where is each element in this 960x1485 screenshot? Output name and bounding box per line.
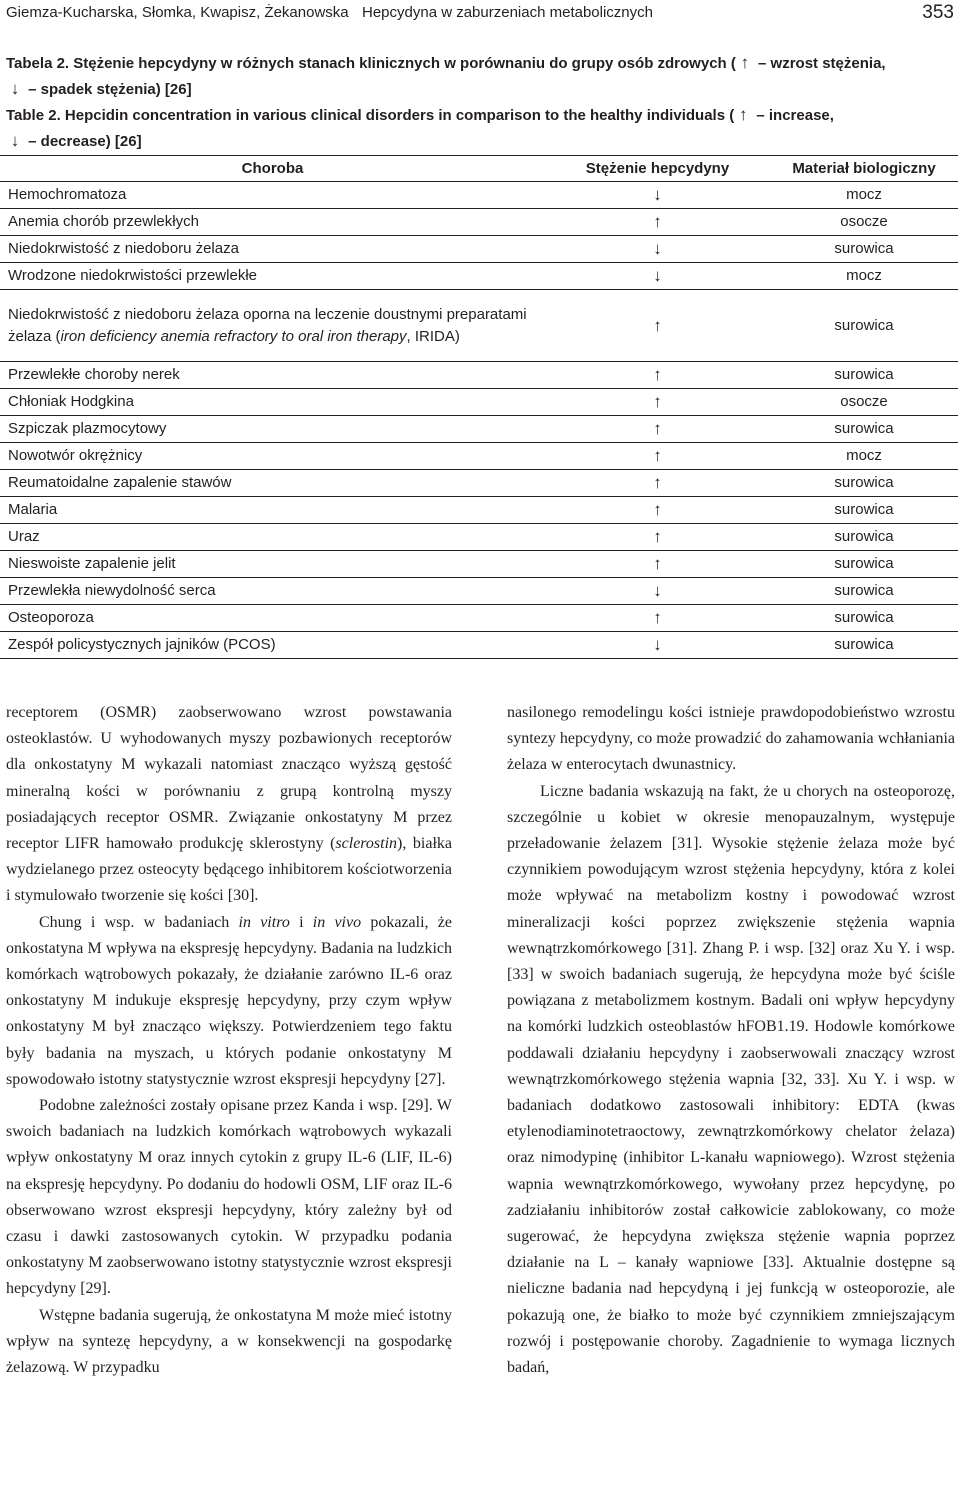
material-cell: mocz — [770, 182, 958, 209]
table-row — [0, 209, 958, 236]
material-cell: surowica — [770, 551, 958, 578]
level-arrow-icon: ↑ — [545, 209, 770, 236]
table-caption-polish — [6, 50, 956, 102]
table-row — [0, 551, 958, 578]
arrow-down-icon: ↓ — [10, 79, 20, 98]
table-row — [0, 497, 958, 524]
page-number: 353 — [922, 2, 954, 23]
caption-pl-prefix: Tabela 2. Stężenie hepcydyny w różnych stanach klinicznych w porównaniu do grupy osób zdrowych ( — [6, 55, 736, 72]
disease-cell: Chłoniak Hodgkina — [0, 389, 545, 416]
table-row — [0, 236, 958, 263]
paragraph-text: receptorem (OSMR) zaobserwowano wzrost powstawania osteoklastów. U wyhodowanych myszy pozbawionych receptorów dla onkostatyny M wykazali natomiast znacząco wyższą gęstość mineralną kości w porównaniu z grupą kontrolną myszy posiadających receptor OSMR. Związanie onkostatyny M przez receptor LIFR hamowało produkcję sklerostyny ( — [6, 704, 452, 853]
table-row — [0, 470, 958, 497]
paragraph: Liczne badania wskazują na fakt, że u chorych na osteoporozę, szczególnie u kobiet w okresie menopauzalnym, występuje przeładowanie żelazem [31]. Wysokie stężenie żelaza może być czynnikiem powodującym wzrost stężenia hepcydyny, która z kolei może wpływać na metabolizm kostny i powodować wzrost mineralizacji kości poprzez zwiększenie stężenia wapnia wewnątrzkomórkowego [31]. Zhang P. i wsp. [32] oraz Xu Y. i wsp. [33] w swoich badaniach sugerują, że hepcydyna może być ściśle powiązana z metabolizmem kostnym. Badali oni wpływ hepcydyny na komórki ludzkich osteoblastów hFOB1.19. Hodowle komórkowe poddawali działaniu hepcydyny i zaobserwowali znaczący wzrost wewnątrzkomórkowego stężenia wapnia [32, 33]. Xu Y. i wsp. w badaniach dodatkowo zastosowali inhibitory: EDTA (kwas etylenodiaminotetraoctowy, zewnątrzkomórkowy chelator żelaza) oraz nimodypinę (inhibitor L-kanału wapniowego). Wzrost stężenia wapnia wewnątrzkomórkowego, wywołany przez hepcydynę, po zadziałaniu inhibitorów został całkowicie zablokowany, co może sugerować, że hepcydyna zwiększa stężenie wapnia poprzez działanie na L – kanały wapniowe [33]. Aktualnie dostępne są nieliczne badania nad hepcydyną i jej funkcją w osteoporozie, ale pokazują one, że białko to może być czynnikiem zmniejszającym rozwój i postępowanie choroby. Zagadnienie to wymaga licznych badań, — [507, 782, 955, 1377]
table-row — [0, 389, 958, 416]
level-arrow-icon: ↑ — [545, 497, 770, 524]
level-arrow-icon: ↑ — [545, 290, 770, 362]
level-arrow-icon: ↑ — [545, 389, 770, 416]
table-row — [0, 578, 958, 605]
header-hepcidin-level: Stężenie hepcydyny — [545, 156, 770, 182]
paragraph-text: Chung i wsp. w badaniach — [39, 913, 239, 931]
disease-cell: Hemochromatoza — [0, 182, 545, 209]
paragraph: nasilonego remodelingu kości istnieje prawdopodobieństwo wzrostu syntezy hepcydyny, co może prowadzić do zahamowania wchłaniania żelaza w enterocytach dwunastnicy. — [507, 704, 955, 774]
table-row — [0, 443, 958, 470]
caption-en-prefix: Table 2. Hepcidin concentration in various clinical disorders in comparison to the healthy individuals ( — [6, 107, 735, 124]
disease-cell: Zespół policystycznych jajników (PCOS) — [0, 632, 545, 659]
arrow-down-icon: ↓ — [10, 131, 20, 150]
disease-cell: Uraz — [0, 524, 545, 551]
table-row — [0, 416, 958, 443]
level-arrow-icon: ↑ — [545, 443, 770, 470]
header-disease: Choroba — [0, 156, 545, 182]
table-row — [0, 524, 958, 551]
material-cell: surowica — [770, 578, 958, 605]
disease-cell: Przewlekłe choroby nerek — [0, 362, 545, 389]
body-column-left — [6, 700, 452, 1381]
table-caption-english — [6, 102, 956, 154]
material-cell: surowica — [770, 236, 958, 263]
disease-cell: Nowotwór okrężnicy — [0, 443, 545, 470]
material-cell: surowica — [770, 632, 958, 659]
table-row — [0, 290, 958, 362]
material-cell: mocz — [770, 263, 958, 290]
paragraph-text: ), białka wydzielanego przez osteocyty będącego inhibitorem kościotworzenia i stymulowało tworzenie się kości [30]. — [6, 835, 452, 905]
paragraph-text: pokazali, że onkostatyna M wpływa na ekspresję hepcydyny. Badania na ludzkich komórkach wątrobowych pokazały, że działanie zarówno IL-6 oraz onkostatyny M indukuje ekspresję hepcydyny, przy czym wpływ onkostatyny M był znacząco większy. Potwierdzeniem tego faktu były badania na myszach, u których podanie onkostatyny M spowodowało istotny statystycznie wzrost ekspresji hepcydyny [27]. — [6, 913, 452, 1088]
paragraph-term: in vitro — [238, 913, 290, 931]
paragraph — [6, 910, 452, 1093]
disease-cell: Niedokrwistość z niedoboru żelaza — [0, 236, 545, 263]
paragraph-text: i — [289, 913, 313, 931]
level-arrow-icon: ↑ — [545, 470, 770, 497]
paragraph: Wstępne badania sugerują, że onkostatyna M może mieć istotny wpływ na syntezę hepcydyny, a w konsekwencji na gospodarkę żelazową. W przypadku — [6, 1306, 452, 1377]
header-journal-title: Hepcydyna w zaburzeniach metabolicznych — [362, 4, 653, 21]
level-arrow-icon: ↑ — [545, 524, 770, 551]
level-arrow-icon: ↑ — [545, 362, 770, 389]
disease-cell: Przewlekła niewydolność serca — [0, 578, 545, 605]
paragraph — [6, 700, 452, 910]
disease-cell: Anemia chorób przewlekłych — [0, 209, 545, 236]
level-arrow-icon: ↓ — [545, 182, 770, 209]
material-cell: surowica — [770, 470, 958, 497]
level-arrow-icon: ↑ — [545, 605, 770, 632]
caption-en-increase: – increase, — [756, 107, 834, 124]
caption-pl-decrease: – spadek stężenia) [26] — [28, 81, 192, 98]
material-cell: mocz — [770, 443, 958, 470]
material-cell: osocze — [770, 209, 958, 236]
disease-cell: Osteoporoza — [0, 605, 545, 632]
arrow-up-icon: ↑ — [740, 53, 750, 72]
level-arrow-icon: ↓ — [545, 236, 770, 263]
table-row — [0, 605, 958, 632]
hepcidin-table — [0, 155, 958, 659]
running-header — [6, 0, 954, 30]
level-arrow-icon: ↓ — [545, 578, 770, 605]
table-header-row — [0, 156, 958, 182]
level-arrow-icon: ↓ — [545, 632, 770, 659]
level-arrow-icon: ↑ — [545, 551, 770, 578]
level-arrow-icon: ↓ — [545, 263, 770, 290]
caption-en-decrease: – decrease) [26] — [28, 133, 142, 150]
material-cell: surowica — [770, 605, 958, 632]
material-cell: surowica — [770, 524, 958, 551]
disease-cell — [0, 290, 545, 362]
table-row — [0, 263, 958, 290]
disease-cell: Nieswoiste zapalenie jelit — [0, 551, 545, 578]
disease-text-end: , IRIDA) — [406, 327, 460, 345]
header-authors: Giemza-Kucharska, Słomka, Kwapisz, Żekanowska — [6, 4, 349, 21]
paragraph-term: sclerostin — [335, 835, 398, 853]
disease-text: Niedokrwistość z niedoboru żelaza oporna na leczenie doustnymi preparatami żelaza ( — [8, 305, 527, 345]
material-cell: surowica — [770, 416, 958, 443]
disease-english-term: iron deficiency anemia refractory to oral iron therapy — [60, 327, 407, 345]
material-cell: surowica — [770, 362, 958, 389]
disease-cell: Reumatoidalne zapalenie stawów — [0, 470, 545, 497]
paragraph-term: in vivo — [312, 913, 362, 931]
body-column-right — [507, 700, 955, 1381]
material-cell: surowica — [770, 497, 958, 524]
level-arrow-icon: ↑ — [545, 416, 770, 443]
header-biological-material: Materiał biologiczny — [770, 156, 958, 182]
table-row — [0, 182, 958, 209]
table-row — [0, 362, 958, 389]
material-cell: surowica — [770, 290, 958, 362]
material-cell: osocze — [770, 389, 958, 416]
caption-pl-increase: – wzrost stężenia, — [758, 55, 886, 72]
arrow-up-icon: ↑ — [738, 105, 748, 124]
paragraph: Podobne zależności zostały opisane przez Kanda i wsp. [29]. W swoich badaniach na ludzkich komórkach wątrobowych wykazali wpływ onkostatyny M oraz innych cytokin z grupy IL-6 (LIF, IL-6) na ekspresję hepcydyny. Po dodaniu do hodowli OSM, LIF oraz IL-6 obserwowano wzrost ekspresji hepcydyny, który zależny był od czasu i dawki zastosowanych cytokin. W przypadku podania onkostatyny M zaobserwowano istotny statystycznie wzrost ekspresji hepcydyny [29]. — [6, 1097, 452, 1298]
disease-cell: Wrodzone niedokrwistości przewlekłe — [0, 263, 545, 290]
disease-cell: Szpiczak plazmocytowy — [0, 416, 545, 443]
disease-cell: Malaria — [0, 497, 545, 524]
table-row — [0, 632, 958, 659]
